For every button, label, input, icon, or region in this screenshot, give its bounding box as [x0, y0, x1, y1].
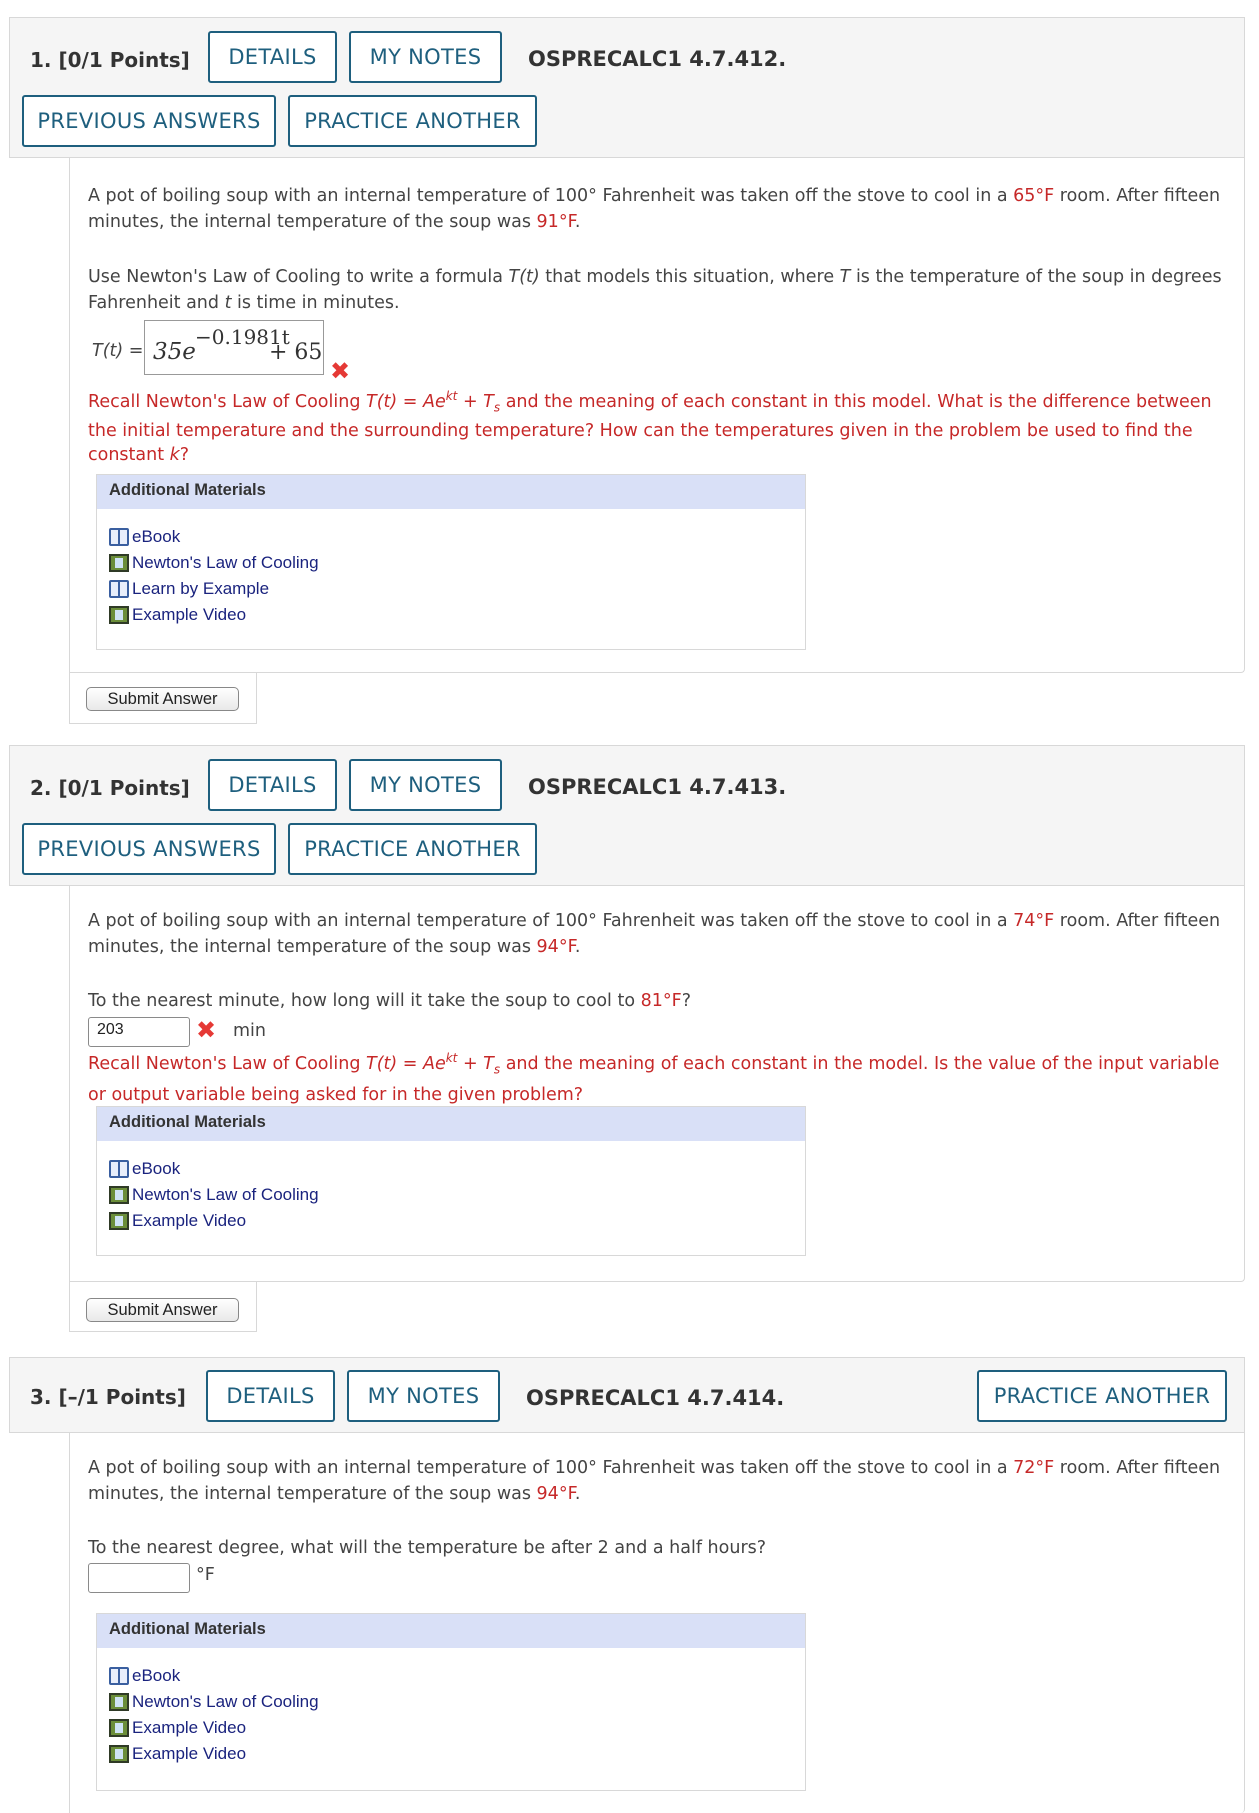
incorrect-icon: ✖: [196, 1016, 217, 1044]
book-icon: [109, 580, 129, 598]
answer-input[interactable]: [88, 1563, 190, 1593]
practice-another-button[interactable]: PRACTICE ANOTHER: [288, 823, 537, 875]
hint-text: Recall Newton's Law of Cooling $T(t) = Ae^{kt} + T_s$ and the meaning of each constant in the model. Is the value of the input variable or output variable being asked for in the given problem?: [88, 1051, 1220, 1106]
question-prompt: To the nearest minute, how long will it take the soup to cool to 81°F?: [88, 991, 691, 1011]
details-button[interactable]: DETAILS: [208, 31, 337, 83]
question-prompt: Use Newton's Law of Cooling to write a formula T(t) that models this situation, where T is the temperature of the soup in degrees Fahrenheit and t is time in minutes.: [88, 267, 1222, 313]
question-body: [69, 886, 1245, 1282]
material-link-learn-by-example[interactable]: Learn by Example: [109, 579, 269, 599]
question-body: [69, 1433, 1245, 1813]
answer-coefficient: 35e: [153, 339, 196, 365]
question-header: [9, 1357, 1245, 1433]
question-1: [9, 17, 1245, 708]
answer-unit: min: [233, 1021, 267, 1041]
film-icon: [109, 1212, 129, 1230]
my-notes-button[interactable]: MY NOTES: [347, 1370, 500, 1422]
hint-text: Recall Newton's Law of Cooling $T(t) = Ae^{kt} + T_s$ and the meaning of each constant in this model. What is the difference between the initial temperature and the surrounding temperature? How can the temperatures given in the problem be used to find the constant k?: [88, 389, 1212, 466]
submit-answer-button[interactable]: Submit Answer: [86, 687, 239, 711]
film-icon: [109, 1693, 129, 1711]
answer-constant: + 65: [269, 340, 323, 365]
problem-statement: A pot of boiling soup with an internal temperature of 100° Fahrenheit was taken off the stove to cool in a 72°F room. After fifteen minutes, the internal temperature of the soup was 94°F.: [88, 1458, 1221, 1504]
additional-materials: [96, 1106, 806, 1256]
practice-another-button[interactable]: PRACTICE ANOTHER: [288, 95, 537, 147]
material-link-newtons-law[interactable]: Newton's Law of Cooling: [109, 553, 319, 573]
submit-answer-button[interactable]: Submit Answer: [86, 1298, 239, 1322]
previous-answers-button[interactable]: PREVIOUS ANSWERS: [22, 95, 276, 147]
book-icon: [109, 528, 129, 546]
previous-answers-button[interactable]: PREVIOUS ANSWERS: [22, 823, 276, 875]
answer-formula-field[interactable]: [144, 320, 324, 375]
question-code: OSPRECALC1 4.7.412.: [528, 47, 787, 71]
material-link-example-video-2[interactable]: Example Video: [109, 1744, 246, 1764]
question-body: [69, 158, 1245, 673]
question-2: [9, 745, 1245, 1319]
additional-materials-title: Additional Materials: [97, 475, 805, 509]
material-link-ebook[interactable]: eBook: [109, 1159, 180, 1179]
question-prompt: To the nearest degree, what will the temperature be after 2 and a half hours?: [88, 1538, 767, 1558]
question-header: [9, 17, 1245, 158]
problem-statement: A pot of boiling soup with an internal temperature of 100° Fahrenheit was taken off the stove to cool in a 65°F room. After fifteen minutes, the internal temperature of the soup was 91°F.: [88, 186, 1221, 232]
film-icon: [109, 554, 129, 572]
answer-exponent: −0.1981t: [195, 325, 290, 349]
question-header: [9, 745, 1245, 886]
additional-materials-title: Additional Materials: [97, 1107, 805, 1141]
material-link-example-video[interactable]: Example Video: [109, 605, 246, 625]
answer-input[interactable]: 203: [88, 1017, 190, 1047]
material-link-ebook[interactable]: eBook: [109, 527, 180, 547]
film-icon: [109, 1745, 129, 1763]
film-icon: [109, 1186, 129, 1204]
question-3: [9, 1357, 1245, 1790]
film-icon: [109, 1719, 129, 1737]
material-link-newtons-law[interactable]: Newton's Law of Cooling: [109, 1185, 319, 1205]
additional-materials-title: Additional Materials: [97, 1614, 805, 1648]
practice-another-button[interactable]: PRACTICE ANOTHER: [977, 1370, 1227, 1422]
my-notes-button[interactable]: MY NOTES: [349, 759, 502, 811]
answer-unit: °F: [196, 1565, 215, 1585]
additional-materials: [96, 1613, 806, 1791]
question-title: 2. [0/1 Points]: [30, 776, 190, 800]
details-button[interactable]: DETAILS: [208, 759, 337, 811]
material-link-example-video[interactable]: Example Video: [109, 1211, 246, 1231]
book-icon: [109, 1160, 129, 1178]
details-button[interactable]: DETAILS: [206, 1370, 335, 1422]
book-icon: [109, 1667, 129, 1685]
problem-statement: A pot of boiling soup with an internal temperature of 100° Fahrenheit was taken off the stove to cool in a 74°F room. After fifteen minutes, the internal temperature of the soup was 94°F.: [88, 911, 1221, 957]
question-title: 1. [0/1 Points]: [30, 48, 190, 72]
film-icon: [109, 606, 129, 624]
answer-label: T(t) =: [92, 341, 144, 361]
question-code: OSPRECALC1 4.7.414.: [526, 1386, 785, 1410]
my-notes-button[interactable]: MY NOTES: [349, 31, 502, 83]
material-link-newtons-law[interactable]: Newton's Law of Cooling: [109, 1692, 319, 1712]
additional-materials: [96, 474, 806, 650]
question-code: OSPRECALC1 4.7.413.: [528, 775, 787, 799]
question-title: 3. [–/1 Points]: [30, 1385, 186, 1409]
incorrect-icon: ✖: [330, 357, 351, 385]
material-link-example-video[interactable]: Example Video: [109, 1718, 246, 1738]
material-link-ebook[interactable]: eBook: [109, 1666, 180, 1686]
